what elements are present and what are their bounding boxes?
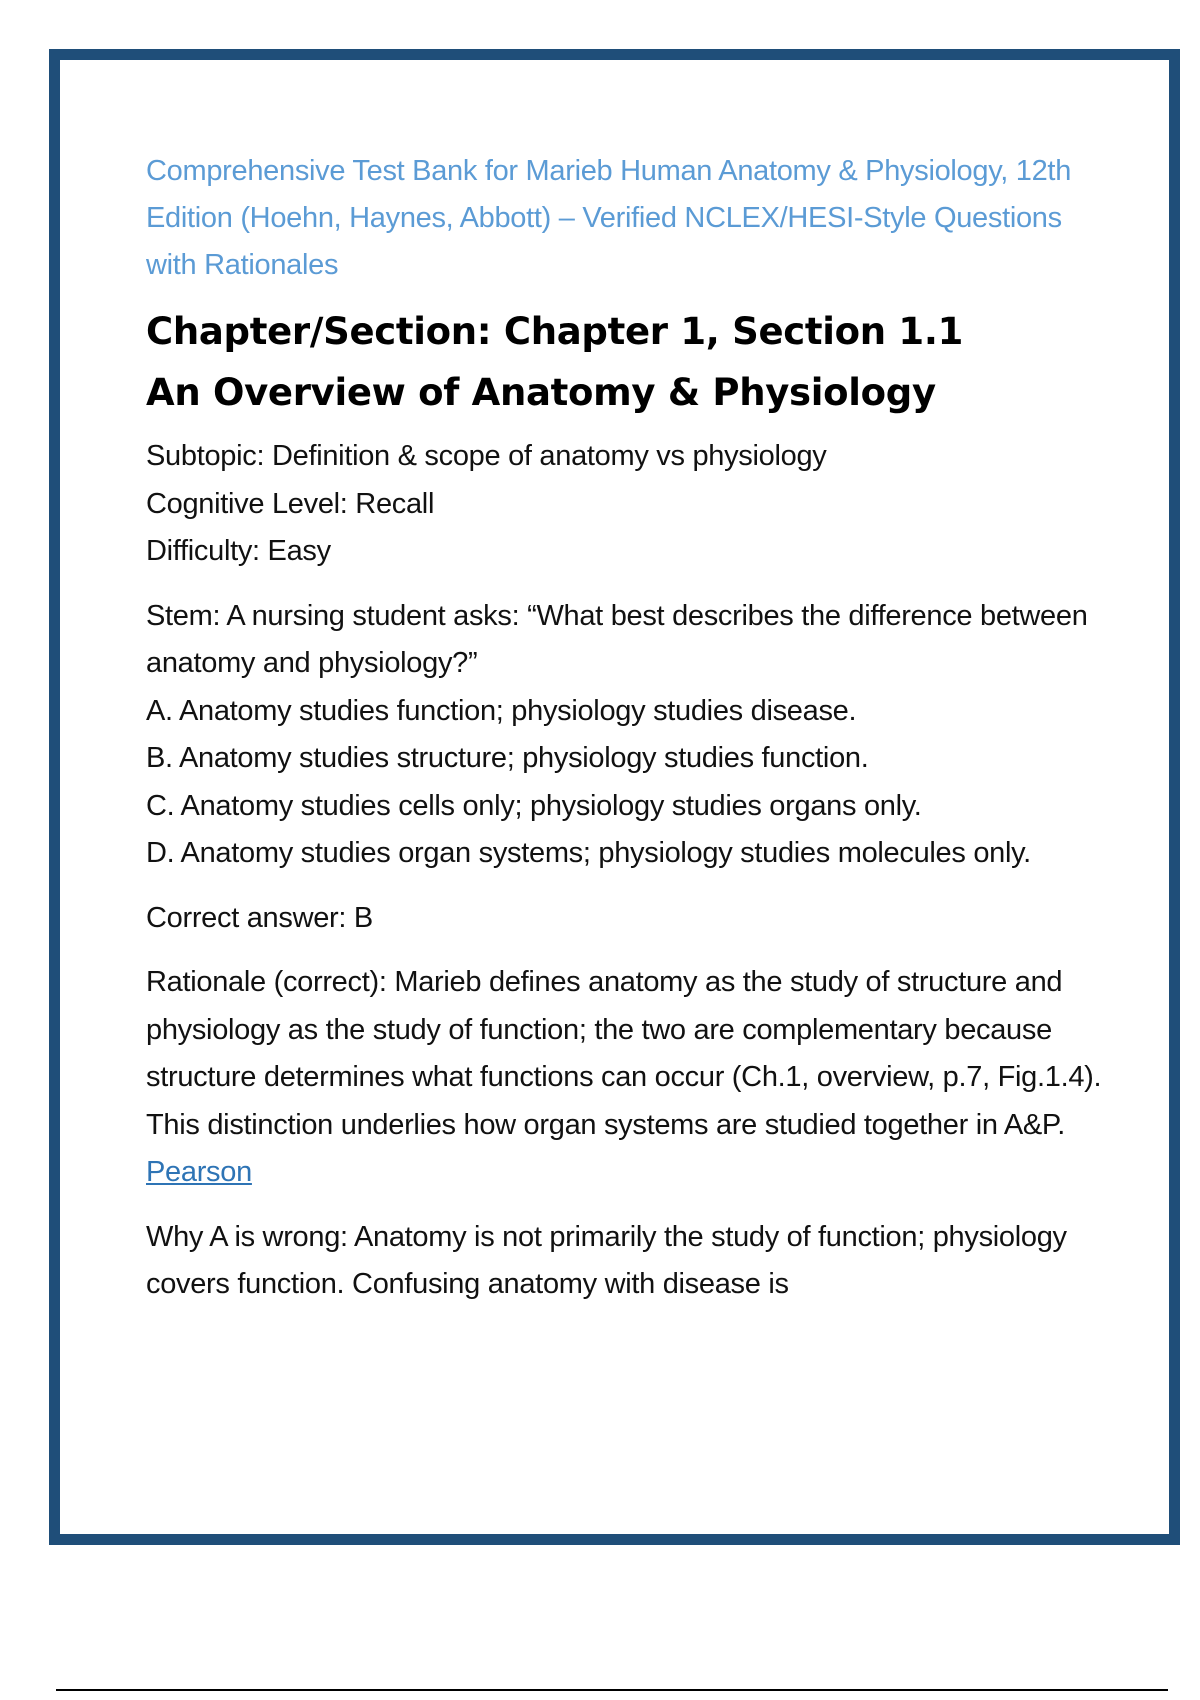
source-link[interactable]: Pearson [146,1156,252,1188]
document-body [146,148,1106,1326]
option-a: A. Anatomy studies function; physiology studies disease. [146,694,857,727]
chapter-heading [146,301,1106,423]
rationale-text: Rationale (correct): Marieb defines anatomy as the study of structure and physiology as the study of function; the two are complementary because structure determines what functions can occur (Ch.1, overview, p.7, Fig.1.4). This distinction underlies how organ systems are studied together in A&P. [146,966,1102,1141]
cognitive-level: Cognitive Level: Recall [146,487,435,520]
difficulty: Difficulty: Easy [146,535,331,567]
document-title: Comprehensive Test Bank for Marieb Human Anatomy & Physiology, 12th Edition (Hoehn, Haynes, Abbott) – Verified NCLEX/HESI-Style Questions with Rationales [146,155,1072,281]
question-stem: Stem: A nursing student asks: “What best describes the difference between anatomy and physiology?” [146,599,1088,679]
question [146,593,1106,878]
heading-line-1: Chapter/Section: Chapter 1, Section 1.1 [146,310,964,353]
option-c: C. Anatomy studies cells only; physiology studies organs only. [146,789,922,822]
why-a-wrong: Why A is wrong: Anatomy is not primarily the study of function; physiology covers function. Confusing anatomy with disease is [146,1220,1067,1300]
correct-answer: Correct answer: B [146,901,373,934]
option-d: D. Anatomy studies organ systems; physiology studies molecules only. [146,837,1031,869]
subtopic: Subtopic: Definition & scope of anatomy vs physiology [146,440,827,472]
rationale [146,959,1106,1197]
question-meta [146,433,1106,576]
option-b: B. Anatomy studies structure; physiology studies function. [146,742,869,774]
heading-line-2: An Overview of Anatomy & Physiology [146,371,936,414]
footer-divider [56,1689,1168,1691]
